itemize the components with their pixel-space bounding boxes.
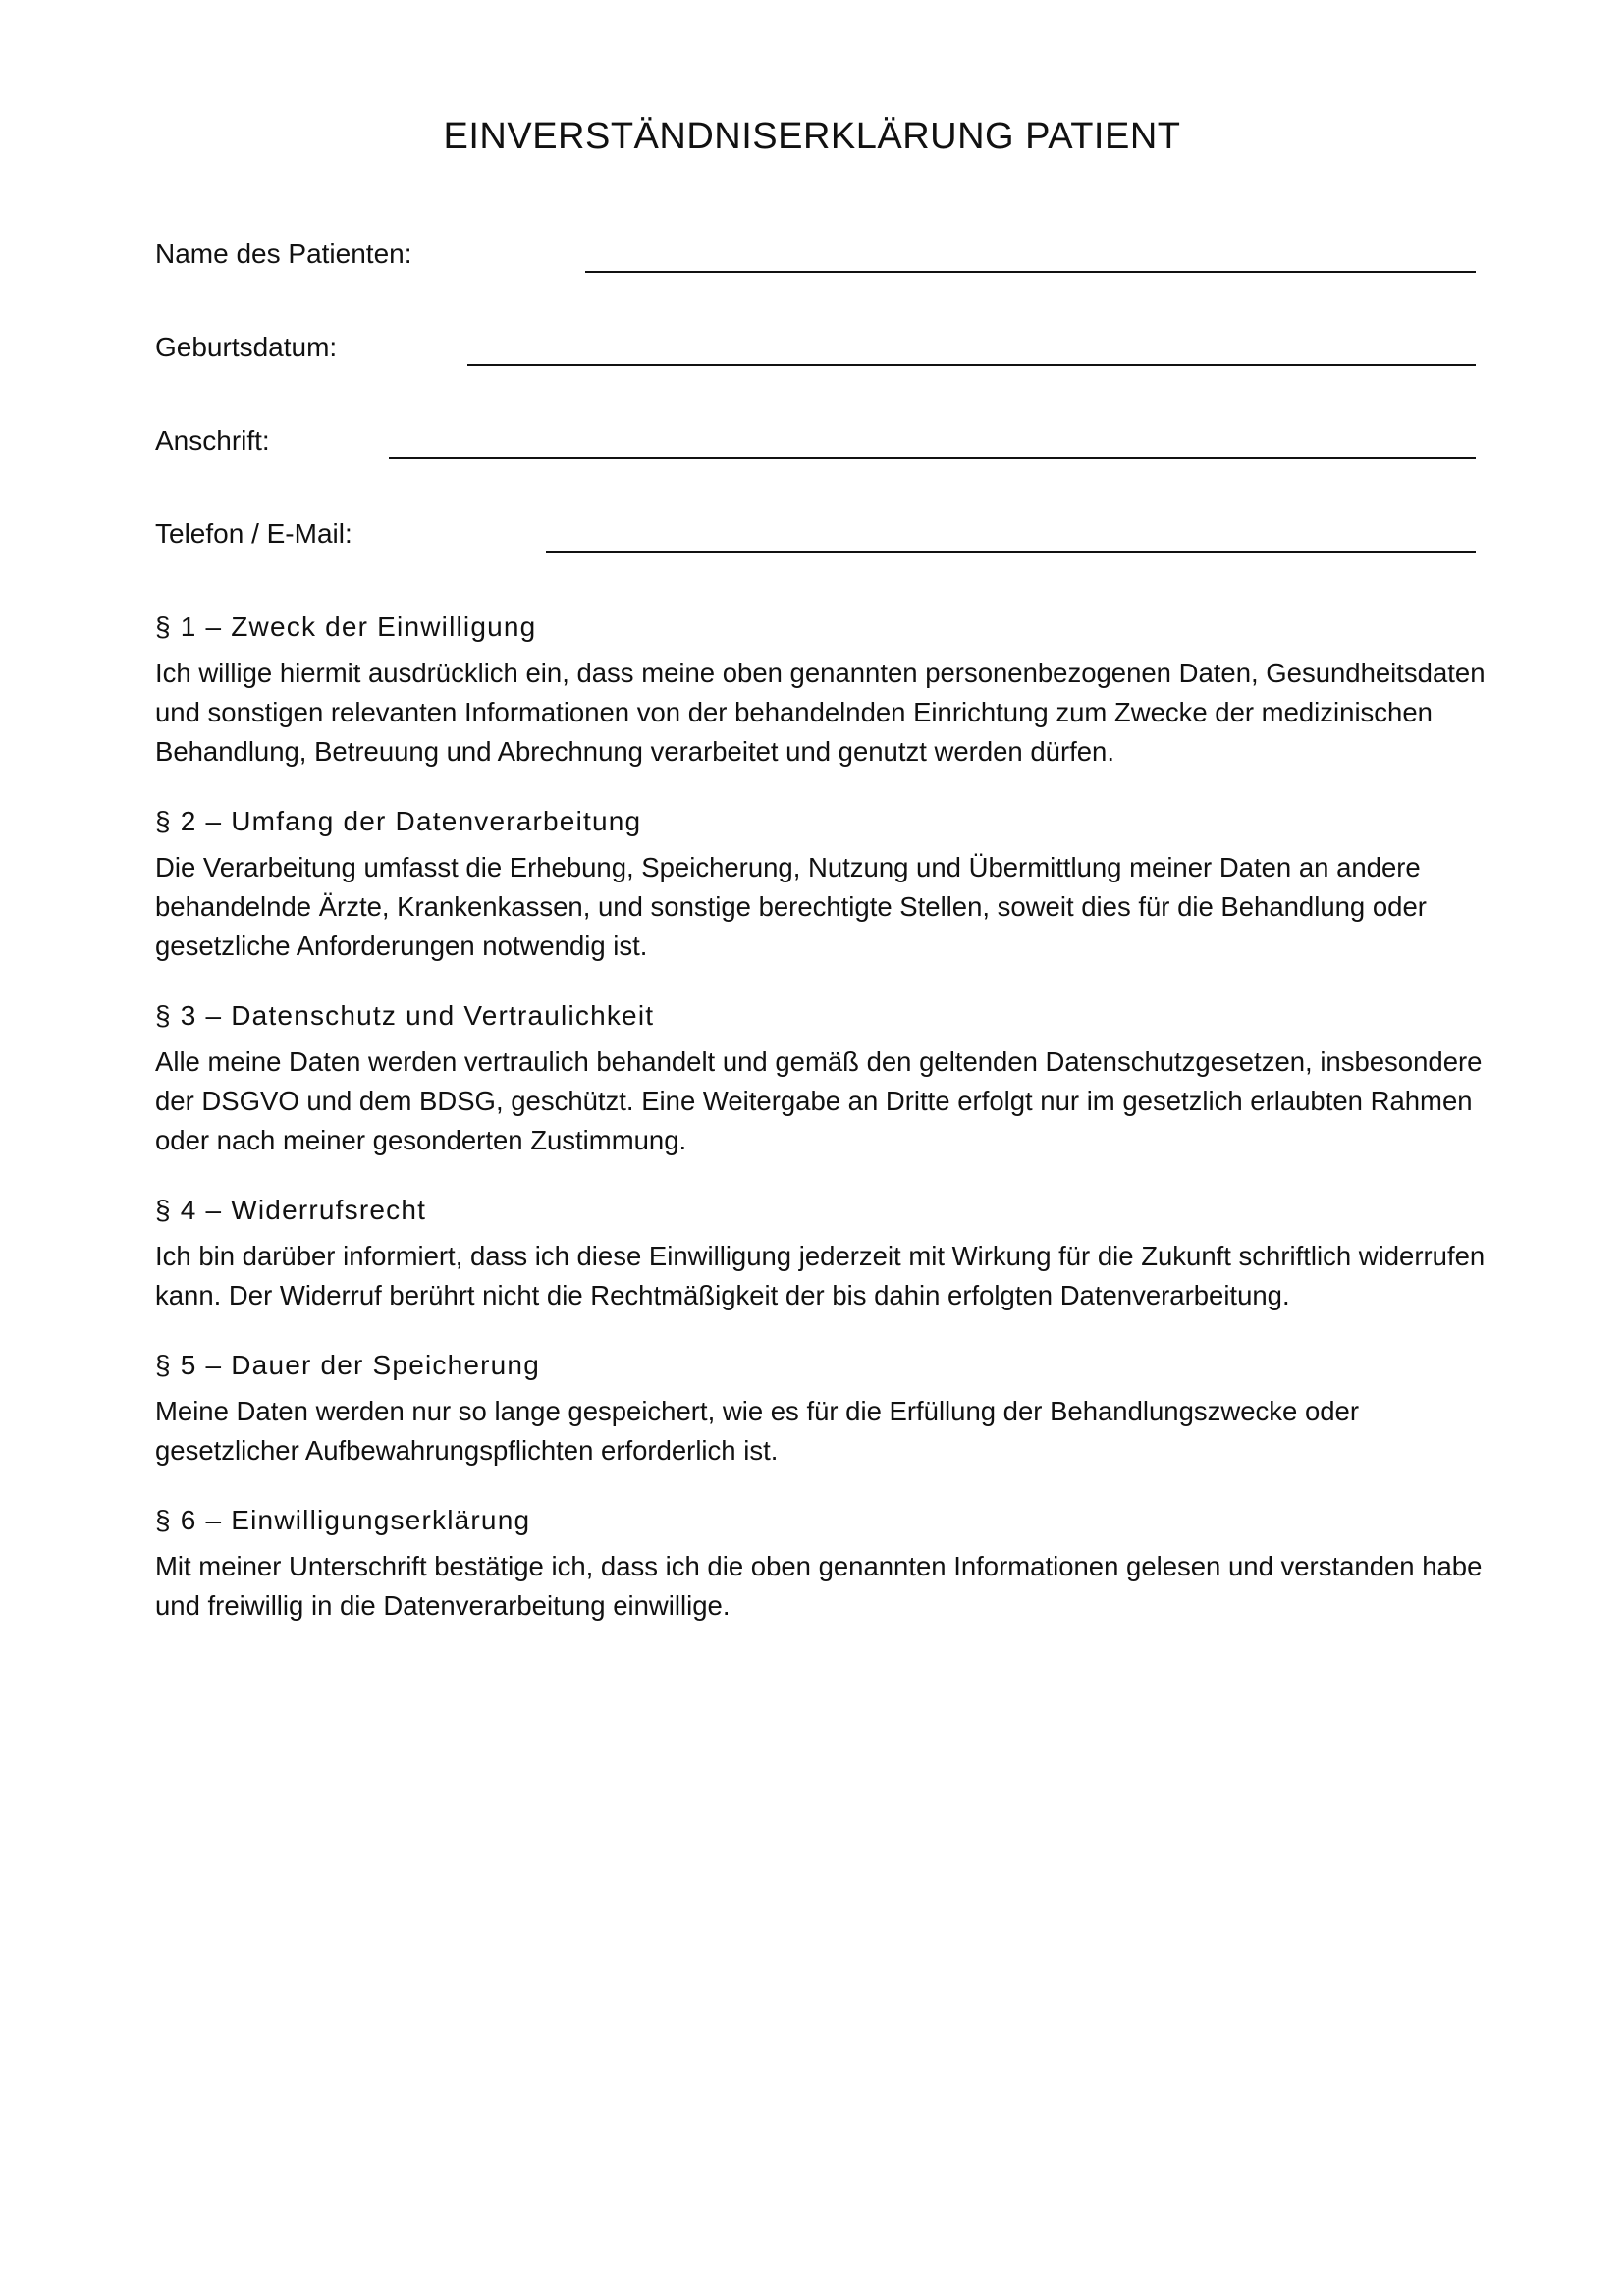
section-heading: § 1 – Zweck der Einwilligung	[155, 612, 537, 642]
section-heading: § 5 – Dauer der Speicherung	[155, 1350, 540, 1380]
field-birthdate	[155, 331, 1476, 380]
section-body: Ich willige hiermit ausdrücklich ein, dass meine oben genannten personenbezogenen Daten, Gesundheitsdaten und sonstigen relevanten Informationen von der behandelnden Einrichtung zum Zwecke der medizinischen Behandlung, Betreuung und Abrechnung verarbeitet und genutzt werden dürfen.	[155, 658, 1486, 767]
field-label: Anschrift:	[155, 425, 270, 455]
section-heading: § 6 – Einwilligungserklärung	[155, 1505, 531, 1535]
section-body: Alle meine Daten werden vertraulich behandelt und gemäß den geltenden Datenschutzgesetzen, insbesondere der DSGVO und dem BDSG, geschützt. Eine Weitergabe an Dritte erfolgt nur im gesetzlich erlaubten Rahmen oder nach meiner gesonderten Zustimmung.	[155, 1046, 1483, 1155]
section-4	[155, 1194, 1490, 1315]
field-contact	[155, 517, 1476, 566]
field-address	[155, 424, 1476, 473]
section-2	[155, 805, 1490, 966]
field-label: Geburtsdatum:	[155, 332, 338, 362]
address-line[interactable]	[389, 457, 1476, 459]
section-body: Meine Daten werden nur so lange gespeichert, wie es für die Erfüllung der Behandlungszwecke oder gesetzlicher Aufbewahrungspflichten erforderlich ist.	[155, 1396, 1360, 1466]
field-label: Name des Patienten:	[155, 239, 412, 269]
field-label: Telefon / E-Mail:	[155, 518, 352, 549]
section-6	[155, 1504, 1490, 1626]
section-3	[155, 999, 1490, 1160]
section-heading: § 2 – Umfang der Datenverarbeitung	[155, 806, 642, 836]
section-heading: § 4 – Widerrufsrecht	[155, 1195, 427, 1225]
section-body: Mit meiner Unterschrift bestätige ich, dass ich die oben genannten Informationen gelesen und verstanden habe und freiwillig in die Datenverarbeitung einwillige.	[155, 1551, 1483, 1621]
document-title: EINVERSTÄNDNISERKLÄRUNG PATIENT	[443, 116, 1181, 157]
section-heading: § 3 – Datenschutz und Vertraulichkeit	[155, 1000, 655, 1031]
section-body: Ich bin darüber informiert, dass ich diese Einwilligung jederzeit mit Wirkung für die Zukunft schriftlich widerrufen kann. Der Widerruf berührt nicht die Rechtmäßigkeit der bis dahin erfolgten Datenverarbeitung.	[155, 1241, 1486, 1310]
contact-line[interactable]	[546, 551, 1476, 553]
section-body: Die Verarbeitung umfasst die Erhebung, Speicherung, Nutzung und Übermittlung meiner Daten an andere behandelnde Ärzte, Krankenkassen, und sonstige berechtigte Stellen, soweit dies für die Behandlung oder gesetzliche Anforderungen notwendig ist.	[155, 852, 1427, 961]
field-patient-name	[155, 238, 1476, 287]
section-5	[155, 1349, 1490, 1470]
section-1	[155, 611, 1490, 772]
patient-name-line[interactable]	[585, 271, 1476, 273]
birthdate-line[interactable]	[467, 364, 1476, 366]
